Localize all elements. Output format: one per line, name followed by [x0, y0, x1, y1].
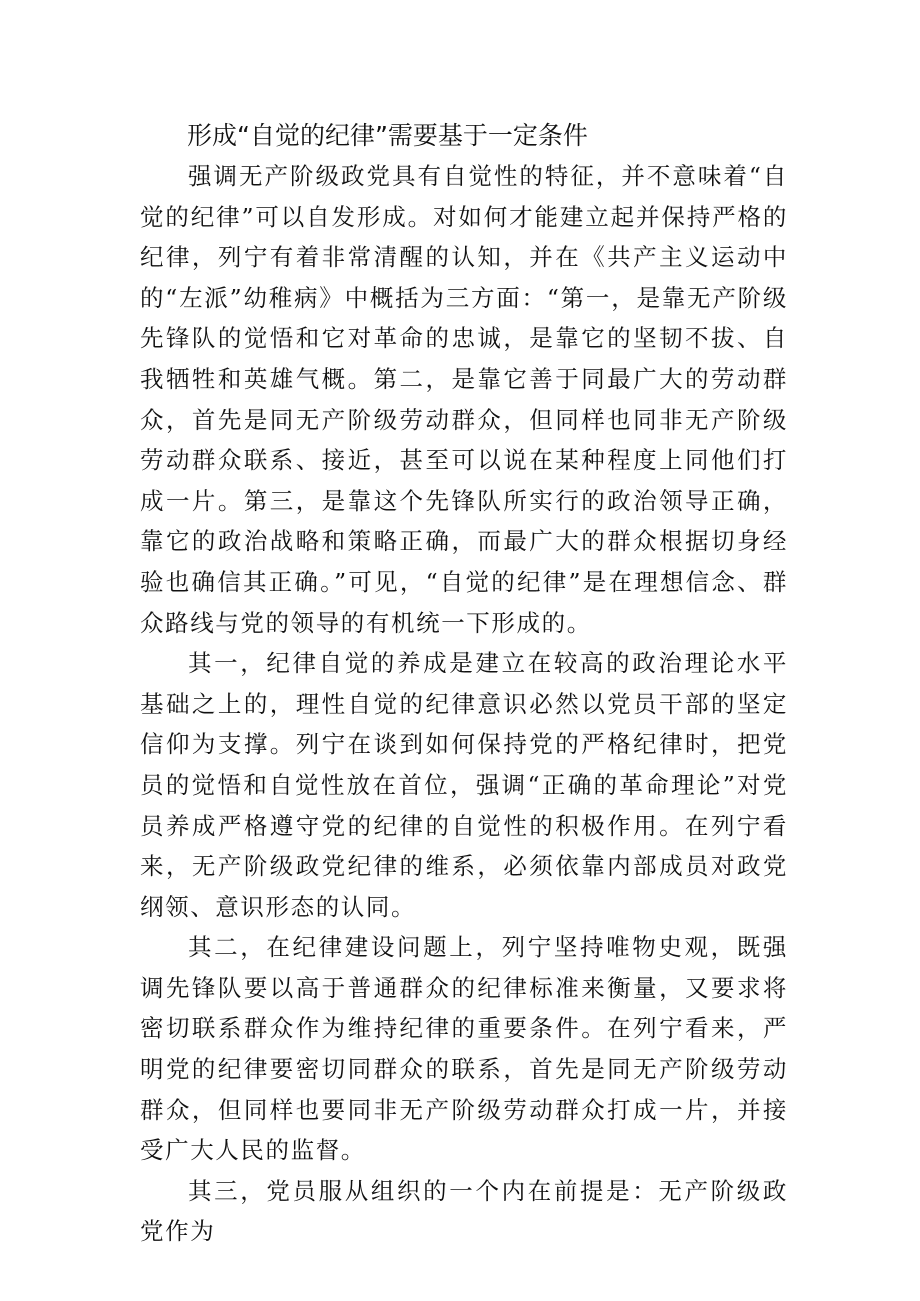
body-text: [140, 156, 788, 1252]
paragraph-3: 其二，在纪律建设问题上，列宁坚持唯物史观，既强调先锋队要以高于普通群众的纪律标准来衡量，又要求将密切联系群众作为维持纪律的重要条件。在列宁看来，严明党的纪律要密切同群众的联系，首先是同无产阶级劳动群众，但同样也要同非无产阶级劳动群众打成一片，并接受广大人民的监督。: [140, 933, 788, 1165]
paragraph-2: 其一，纪律自觉的养成是建立在较高的政治理论水平基础之上的，理性自觉的纪律意识必然以党员干部的坚定信仰为支撑。列宁在谈到如何保持党的严格纪律时，把党员的觉悟和自觉性放在首位，强调“正确的革命理论”对党员养成严格遵守党的纪律的自觉性的积极作用。在列宁看来，无产阶级政党纪律的维系，必须依靠内部成员对政党纲领、意识形态的认同。: [140, 649, 788, 921]
paragraph-4: 其三，党员服从组织的一个内在前提是：无产阶级政党作为: [140, 1176, 788, 1246]
section-heading: 形成“自觉的纪律”需要基于一定条件: [187, 121, 588, 150]
paragraph-1: 强调无产阶级政党具有自觉性的特征，并不意味着“自觉的纪律”可以自发形成。对如何才能建立起并保持严格的纪律，列宁有着非常清醒的认知，并在《共产主义运动中的“左派”幼稚病》中概括为三方面：“第一，是靠无产阶级先锋队的觉悟和它对革命的忠诚，是靠它的坚韧不拔、自我牺牲和英雄气概。第二，是靠它善于同最广大的劳动群众，首先是同无产阶级劳动群众，但同样也同非无产阶级劳动群众联系、接近，甚至可以说在某种程度上同他们打成一片。第三，是靠这个先锋队所实行的政治领导正确，靠它的政治战略和策略正确，而最广大的群众根据切身经验也确信其正确。”可见，“自觉的纪律”是在理想信念、群众路线与党的领导的有机统一下形成的。: [140, 162, 788, 637]
